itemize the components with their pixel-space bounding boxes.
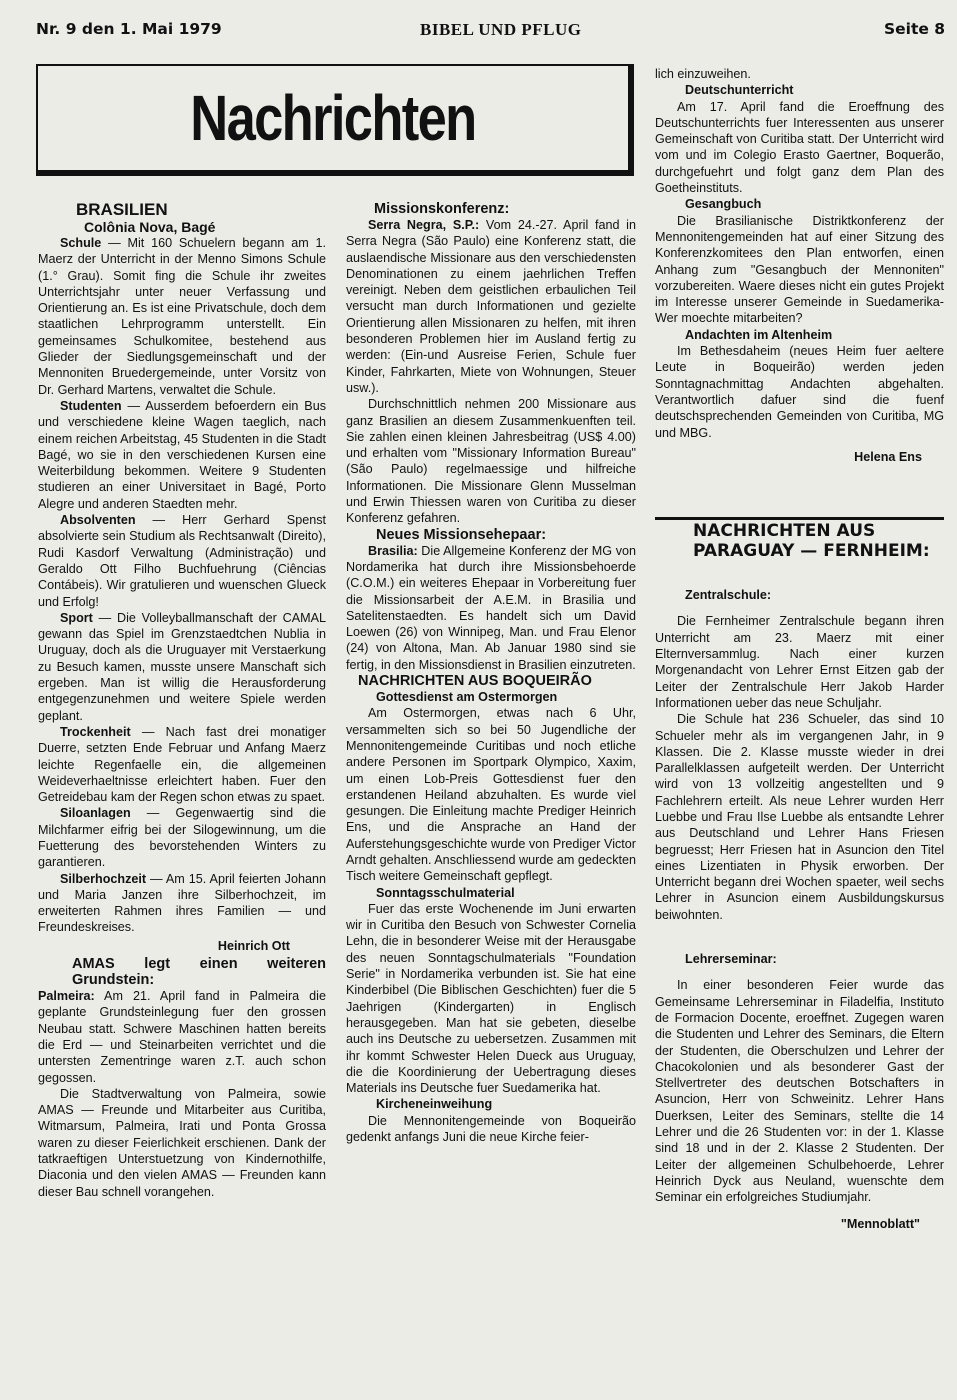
heading-missionskonferenz: Missionskonferenz:: [374, 201, 510, 217]
article-schule: [38, 235, 326, 398]
heading-paraguay: NACHRICHTEN AUS PARAGUAY — FERNHEIM:: [693, 521, 930, 562]
column-2: [346, 201, 636, 1145]
column-1: [38, 201, 326, 1200]
text-studenten: — Ausserdem befoerdern ein Bus und verschiedene kleine Wagen taeglich, nach einem reichen Arbeitstag, 45 Studenten in die Stadt Bagé, wo sie in den verschiedenen Kursen eine Weiterbildung bekommen. Weitere 9 Studenten studieren an einer Universitaet in Bagé, Porto Alegre und anderen Staedten mehr.: [38, 398, 326, 511]
kw-brasilia: Brasilia:: [368, 543, 418, 558]
heading-gesangbuch: Gesangbuch: [685, 197, 762, 212]
heading-lehrerseminar: Lehrerseminar:: [685, 952, 777, 967]
column-3: [655, 66, 944, 1234]
text-brasilia: Die Allgemeine Konferenz der MG von Nordamerika hat durch ihre Missionsbehoerde (C.O.M.) ein weiteres Ehepaar in Vorbereitung fuer die Missionsarbeit der A.E.M. in Brasilia und Satelitenstaedten. Es handelt sich um David Loewen (26) von Winnipeg, Man. und Frau Elenor (24) von Altona, Man. Ab Januar 1980 sind sie fertig, in den Missionsdienst in Brasilien einzutreten.: [346, 543, 636, 672]
heading-gottesdienst: Gottesdienst am Ostermorgen: [376, 690, 558, 705]
signature-mennoblatt: "Mennoblatt": [840, 1216, 920, 1231]
heading-brasilien: BRASILIEN: [76, 200, 168, 219]
text-schule: — Mit 160 Schuelern begann am 1. Maerz der Unterricht in der Menno Simons Schule (1.° Grau). Somit fing die Schule ihr zweites Unterrichtsjahr unter neuer Verfassung und Orientierung an. Es ist eine Privatschule, doch dem staatlichen Lehrprogramm unterstellt. Ein gemeinsames Schulkomitee, bestehend aus Glieder der Siedlungsgemeinschaft und der Mennoniten Bruedergemeinde, unter Vorsitz von Dr. Gerhard Martens, verwaltet die Schule.: [38, 236, 326, 397]
text-sport: — Die Volleyballmanschaft der CAMAL gewann das Spiel im Grenzstaedtchen Nublia in Uruguay, doch als die Uruguayer mit Verstaerkung zu Besuch kamen, musste unsere Manschaft sich ergeben. Man ist willig die Herausforderung entgegenzunehmen und weitere Spiele werden geplant.: [38, 610, 326, 723]
heading-deutschunterricht: Deutschunterricht: [685, 83, 794, 98]
text-absolventen: — Herr Gerhard Spenst absolvierte sein Studium als Rechtsanwalt (Direito), Rudi Kasdorf Verwaltung (Administração) und Geraldo Ott Filho Buchfuehrung (Ciências Contábeis). Wir gratulieren und wuenschen Glueck und Erfolg!: [38, 513, 326, 609]
heading-sonntagsschul: Sonntagsschulmaterial: [376, 885, 515, 900]
article-absolventen: [38, 512, 326, 610]
signature-helena-ens: Helena Ens: [854, 449, 922, 464]
article-zentralschule-1: Die Fernheimer Zentralschule begann ihren Unterricht am 23. Maerz mit einer Elternversammlug. Nach einer kurzen Morgenandacht von Lehrer Ernst Eitzen gab der Leiter der Zentralschule Herr Jakob Harder Informationen ueber das neue Schuljahr.: [655, 614, 944, 710]
article-deutschunterricht: Am 17. April fand die Eroeffnung des Deutschunterrichts fuer Interessenten aus unserer Gemeinschaft von Curitiba statt. Der Unterricht wird vom und im Colegio Erasto Gaertner, Boquerão, durchgefuehrt und folgt ganz dem Plan des Goetheinstituts.: [655, 99, 944, 196]
paper-name: BIBEL UND PFLUG: [420, 20, 582, 39]
page-number: Seite 8: [884, 20, 946, 38]
article-lehrerseminar: In einer besonderen Feier wurde das Gemeinsame Lehrerseminar in Filadelfia, Instituto de Formacion Docente, eroeffnet. Zugegen waren die Studenten und Lehrer des Seminars, die Eltern der Studenten, die Oberschulzen und Lehrer der Chacokolonien und als besonderer Gast der Stellvertreter des deutschen Botschafters in Asuncion, Herr von Schweinitz. Lehrer Hans Duerksen, Leiter des Seminars, stellte die 14 Lehrer und die 26 Studenten vor: in der 1. Klasse sind 18 und in der 2. Klasse 2 Studenten. Der Leiter der allgemeinen Schulbehoerde, Lehrer Heinrich Dyck aus Neuland, wuenschte dem Seminar ein erfolgreiches Studiumjahr.: [655, 978, 944, 1205]
subheading-colonia: Colônia Nova, Bagé: [84, 219, 216, 235]
article-brasilia: [346, 543, 636, 673]
text-silo: — Gegenwaertig sind die Milchfarmer eifrig bei der Silogewinnung, um die Fuetterung des bevorstehenden Winters zu garantieren.: [38, 806, 326, 870]
text-palmeira: Am 21. April fand in Palmeira die geplante Grundsteinlegung fuer den grossen Neubau statt. Schwere Maschinen hatten bereits die Erd — und Steinarbeiten verrichtet und die untersten Zementringe waren z.T. auch schon gegossen.: [38, 989, 326, 1085]
article-studenten: [38, 398, 326, 512]
kw-absolventen: Absolventen: [60, 513, 136, 528]
heading-amas: AMAS legt einen weiteren Grundstein:: [72, 956, 326, 989]
text-serra-negra: Vom 24.-27. April fand in Serra Negra (São Paulo) eine Konferenz statt, die auslaendische Missionare aus den verschiedensten Denominationen zu einem jaehrlichen Treffen vereinigt. Neben dem geistlichen erbaulichen Teil versucht man durch Informationen und gezielte Orientierung allen Missionaren zu helfen, mit ihren besonderen Problemen hier im Ausland fertig zu werden: (Ein-und Ausreise Ferien, Schule fuer Kinder, Fahrkarten, Miete von Wohnungen, Steuer usw.).: [346, 218, 636, 395]
heading-kircheneinweihung: Kircheneinweihung: [376, 1097, 493, 1112]
article-durchschnitt: Durchschnittlich nehmen 200 Missionare aus ganz Brasilien an diesem Zusammenkuenften teil. Sie zahlen einen kleinen Jahresbeitrag (US$ 4.00) und erhalten vom "Missionary Information Bureau" (São Paulo) regelmaessige und hilfreiche Informationen. Die Missionare Glenn Musselman und Erwin Thiessen waren von Curitiba zu dieser Konferenz gefahren.: [346, 397, 636, 526]
title-box: [36, 64, 634, 176]
text-trockenheit: — Nach fast drei monatiger Duerre, setzten Ende Februar und Anfang Maerz leichte Regenfaelle ein, die allgemeinen Weideverhaeltnisse erleichtert haben. Fuer den Getreidebau kam der Regen schon etwas zu spaet.: [38, 724, 326, 805]
heading-zentralschule: Zentralschule:: [685, 588, 772, 603]
article-trockenheit: [38, 724, 326, 805]
kw-sport: Sport: [60, 610, 93, 625]
article-zentralschule-2: Die Schule hat 236 Schueler, das sind 10 Schueler mehr als im vergangenen Jahr, in 9 Klassen. Die 2. Klasse musste wieder in drei Parallelklassen aufgeteilt werden. Der Unterricht wird von 13 vollzeitig angestellten und 9 Fachlehrern erteilt. Als neue Lehrer wurden Herr Luebbe und Frau Ilse Luebbe als entsandte Lehrer aus Deutschland und Lehrer Hans Friesen begruesst; Herr Friesen hat in Asuncion den Titel eines Lizentiaten in Physik erworben. Der Unterricht begann drei Wochen spaeter, weil sechs Lehrer in Asuncion einem Ausbildungskursus beiwohnten.: [655, 712, 944, 922]
page-title: Nachrichten: [190, 82, 476, 154]
article-palmeira: [38, 988, 326, 1086]
heading-andachten: Andachten im Altenheim: [685, 327, 833, 342]
article-andachten: Im Bethesdaheim (neues Heim fuer aeltere Leute in Boqueirão) werden jeden Sonntagnachmittag Andachten abgehalten. Verantwortlich dafuer sind die fuenf deutschsprechenden Gemeinden von Curitiba, MG und MBG.: [655, 344, 944, 440]
article-silber: [38, 871, 326, 936]
article-stadt: Die Stadtverwaltung von Palmeira, sowie AMAS — Freunde und Mitarbeiter aus Curitiba, Witmarsum, Palmeira, Irati und Ponta Grossa waren zu dieser Feierlichkeit erschienen. Dank der tatkraeftigen Unterstuetzung von Kindernothilfe, Diaconia und den vielen AMAS — Freunden kann dieser Bau schnell vorangehen.: [38, 1086, 326, 1199]
article-sport: [38, 610, 326, 724]
kw-silber: Silberhochzeit: [60, 871, 147, 886]
kw-studenten: Studenten: [60, 398, 122, 413]
article-serra-negra: [346, 217, 636, 396]
article-gesangbuch: Die Brasilianische Distriktkonferenz der Mennonitengemeinden hat auf einer Sitzung des Konferenzkomitees den Plan entworfen, einen Anhang zum "Gesangbuch der Mennoniten" vorzubereiten. Waere dieses nicht ein gutes Projekt im Interesse unserer Gemeinde in Suedamerika- Wer moechte mitarbeiten?: [655, 213, 944, 326]
article-sonntagsschul: Fuer das erste Wochenende im Juni erwarten wir in Curitiba den Besuch von Schwester Cornelia Lehn, die in besonderer Weise mit der Herausgabe des neuen Sonntagschulmaterials "Foundation Serie" in Nordamerika verbunden ist. Sie hat eine Kinderbibel (Die Biblischen Geschichten) fuer die 5 Jaehrigen (Kindergarten) in Englisch herausgegeben. Man hat sie gebeten, dieselbe auch ins Deutsche zu uebersetzen. Zusammen mit ihr kommt Schwester Helen Dueck aus Uruguay, die die Koordinierung der Uebertragung dieses Materials ins Deutsche fuer Suedamerika hat.: [346, 901, 636, 1096]
section-divider: [655, 517, 944, 520]
heading-boqueirao: NACHRICHTEN AUS BOQUEIRÃO: [358, 673, 592, 690]
heading-missionsehepaar: Neues Missionsehepaar:: [376, 526, 547, 543]
kw-schule: Schule: [60, 236, 102, 250]
article-silo: [38, 805, 326, 870]
kw-palmeira: Palmeira:: [38, 989, 95, 1004]
article-ostermorgen: Am Ostermorgen, etwas nach 6 Uhr, versammelten sich so bei 50 Jugendliche der Mennonitengemeinde Curitibas und noch etliche andere Personen im Sportpark Olympico, Xaxim, um einen Lob-Preis Gottesdienst fuer den erstandenen Heiland abzuhalten. Es wurde viel gesungen. Die Einleitung machte Prediger Heinrich Ens, und die Ansprache an Hand der Auferstehungsgeschichte wurde von Prediger Victor Arndt gehalten. Anschliessend wurde am gedeckten Tisch weitere Gemeinschaft gepflegt.: [346, 706, 636, 884]
signature-heinrich-ott: Heinrich Ott: [217, 938, 290, 953]
kw-silo: Siloanlagen: [60, 806, 131, 821]
kw-trockenheit: Trockenheit: [60, 724, 131, 739]
article-continued: lich einzuweihen.: [655, 67, 751, 81]
kw-serra-negra: Serra Negra, S.P.:: [368, 218, 480, 232]
issue-number: Nr. 9 den 1. Mai 1979: [36, 20, 222, 38]
article-kircheneinweihung: Die Mennonitengemeinde von Boqueirão gedenkt anfangs Juni die neue Kirche feier-: [346, 1113, 636, 1145]
text-silber: — Am 15. April feierten Johann und Maria Janzen ihre Silberhochzeit, im erweiterten Rahmen ihres Familien — und Freundeskreises.: [38, 871, 326, 935]
